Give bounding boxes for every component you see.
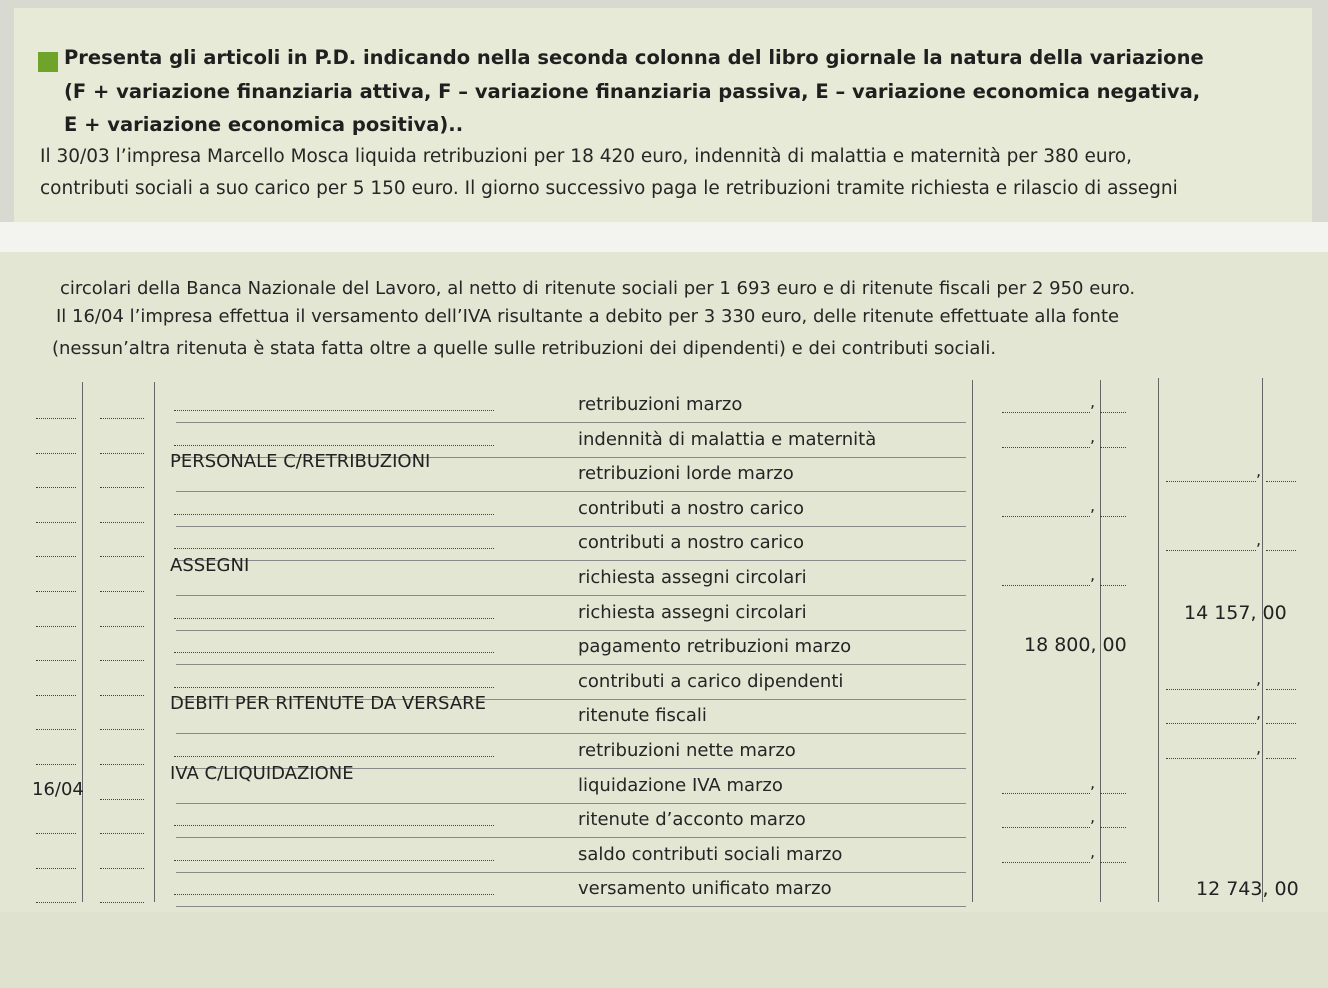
date-blank [36, 729, 76, 730]
journal-col-line [154, 382, 155, 902]
continued-text-line-1: circolari della Banca Nazionale del Lavoro, al netto di ritenute sociali per 1 693 euro e di ritenute fiscali per 2 950 euro. [60, 278, 1136, 299]
date-blank [36, 902, 76, 903]
avere-comma: , [1256, 530, 1262, 550]
avere-blank [1166, 689, 1256, 690]
dare-blank [1002, 793, 1090, 794]
number-blank [100, 660, 144, 661]
date-blank [36, 522, 76, 523]
journal-account: IVA C/LIQUIDAZIONE [170, 762, 354, 784]
number-blank [100, 729, 144, 730]
avere-blank [1166, 758, 1256, 759]
number-blank [100, 556, 144, 557]
account-blank [174, 410, 494, 411]
journal-description: versamento unificato marzo [578, 878, 832, 900]
dare-cents-blank [1100, 793, 1126, 794]
journal-row-line [176, 560, 966, 561]
journal-description: contributi a nostro carico [578, 497, 804, 519]
account-blank [174, 894, 494, 895]
dare-comma: , [1090, 426, 1096, 446]
avere-blank [1166, 723, 1256, 724]
date-blank [36, 453, 76, 454]
dare-blank [1002, 862, 1090, 863]
date-blank [36, 591, 76, 592]
number-blank [100, 764, 144, 765]
page-foot [0, 912, 1328, 988]
date-blank [36, 660, 76, 661]
account-blank [174, 652, 494, 653]
journal-account: ASSEGNI [170, 555, 250, 576]
date-blank [36, 833, 76, 834]
journal-row-line [176, 595, 966, 596]
journal-col-line [1158, 378, 1159, 902]
dare-comma: , [1090, 772, 1096, 792]
date-blank [36, 764, 76, 765]
dare-cents-blank [1100, 516, 1126, 517]
number-blank [100, 868, 144, 869]
instruction-line-1: Presenta gli articoli in P.D. indicando nella seconda colonna del libro giornale la natura della variazione [64, 46, 1204, 69]
journal-description: richiesta assegni circolari [578, 567, 807, 588]
journal-account: PERSONALE C/RETRIBUZIONI [170, 451, 431, 473]
instruction-line-2: (F + variazione finanziaria attiva, F – variazione finanziaria passiva, E – variazione economica negativa, [64, 80, 1201, 103]
journal-account: DEBITI PER RITENUTE DA VERSARE [170, 693, 487, 715]
date-blank [36, 868, 76, 869]
account-blank [174, 756, 494, 757]
dare-blank [1002, 412, 1090, 413]
dare-comma: , [1090, 807, 1096, 827]
journal-description: contributi a nostro carico [578, 532, 804, 554]
date-blank [36, 556, 76, 557]
continued-text-line-3: (nessun’altra ritenuta è stata fatta oltre a quelle sulle retribuzioni dei dipendenti) e dei contributi sociali. [52, 338, 997, 359]
dare-comma: , [1090, 841, 1096, 861]
date-blank [36, 487, 76, 488]
journal-row-line [176, 906, 966, 907]
dare-comma: , [1090, 565, 1096, 584]
account-blank [174, 548, 494, 549]
dare-cents-blank [1100, 862, 1126, 863]
account-blank [174, 514, 494, 515]
avere-comma: , [1256, 738, 1262, 757]
dare-cents-blank [1100, 447, 1126, 448]
journal-description: retribuzioni lorde marzo [578, 463, 794, 485]
journal-description: ritenute fiscali [578, 705, 707, 727]
avere-cents-blank [1266, 481, 1296, 482]
dare-blank [1002, 447, 1090, 448]
number-blank [100, 626, 144, 627]
journal-row-line [176, 630, 966, 631]
number-blank [100, 453, 144, 454]
journal-row-line [176, 526, 966, 527]
dare-cents-blank [1100, 827, 1126, 828]
number-blank [100, 418, 144, 419]
dare-blank [1002, 827, 1090, 828]
avere-comma: , [1256, 668, 1262, 688]
exercise-bullet-icon [38, 52, 58, 72]
exercise-text-line-2: contributi sociali a suo carico per 5 150 euro. Il giorno successivo paga le retribuzioni tramite richiesta e rilascio di assegni [40, 178, 1178, 199]
dare-cents-blank [1100, 412, 1126, 413]
journal-row-line [176, 664, 966, 665]
number-blank [100, 591, 144, 592]
journal-description: retribuzioni nette marzo [578, 740, 796, 761]
number-blank [100, 522, 144, 523]
journal-avere-amount: 12 743, 00 [1196, 878, 1299, 901]
page-gap [0, 222, 1328, 254]
avere-cents-blank [1266, 550, 1296, 551]
dare-cents-blank [1100, 585, 1126, 586]
journal-date: 16/04 [32, 778, 84, 800]
journal-description: pagamento retribuzioni marzo [578, 636, 852, 658]
number-blank [100, 833, 144, 834]
account-blank [174, 445, 494, 446]
journal-row-line [176, 491, 966, 492]
journal-description: saldo contributi sociali marzo [578, 843, 843, 865]
journal-description: contributi a carico dipendenti [578, 670, 844, 692]
journal-col-line [82, 382, 83, 902]
journal-description: ritenute d’acconto marzo [578, 809, 806, 831]
journal-row-line [176, 733, 966, 734]
journal-description: indennità di malattia e maternità [578, 428, 877, 450]
account-blank [174, 860, 494, 861]
date-blank [36, 418, 76, 419]
journal-col-line [1262, 378, 1263, 902]
account-blank [174, 618, 494, 619]
number-blank [100, 487, 144, 488]
instruction-line-3: E + variazione economica positiva).. [64, 113, 464, 136]
journal-avere-amount: 14 157, 00 [1184, 601, 1287, 624]
date-blank [36, 695, 76, 696]
avere-cents-blank [1266, 689, 1296, 690]
journal-row-line [176, 422, 966, 423]
number-blank [100, 799, 144, 800]
date-blank [36, 626, 76, 627]
journal-col-line [972, 380, 973, 902]
journal-description: liquidazione IVA marzo [578, 774, 783, 796]
number-blank [100, 902, 144, 903]
avere-comma: , [1256, 703, 1262, 723]
continued-text-line-2: Il 16/04 l’impresa effettua il versamento dell’IVA risultante a debito per 3 330 euro, delle ritenute effettuate alla fonte [56, 306, 1120, 327]
journal-row-line [176, 803, 966, 804]
avere-comma: , [1256, 461, 1262, 481]
journal-row-line [176, 872, 966, 873]
account-blank [174, 825, 494, 826]
dare-blank [1002, 516, 1090, 517]
journal-description: richiesta assegni circolari [578, 601, 807, 623]
number-blank [100, 695, 144, 696]
avere-blank [1166, 481, 1256, 482]
exercise-text-line-1: Il 30/03 l’impresa Marcello Mosca liquida retribuzioni per 18 420 euro, indennità di malattia e maternità per 380 euro, [40, 146, 1132, 167]
journal-dare-amount: 18 800, 00 [1024, 634, 1127, 657]
dare-blank [1002, 585, 1090, 586]
journal-row-line [176, 837, 966, 838]
avere-cents-blank [1266, 758, 1296, 759]
avere-cents-blank [1266, 723, 1296, 724]
dare-comma: , [1090, 392, 1096, 411]
journal-description: retribuzioni marzo [578, 394, 743, 415]
dare-comma: , [1090, 495, 1096, 515]
avere-blank [1166, 550, 1256, 551]
account-blank [174, 687, 494, 688]
